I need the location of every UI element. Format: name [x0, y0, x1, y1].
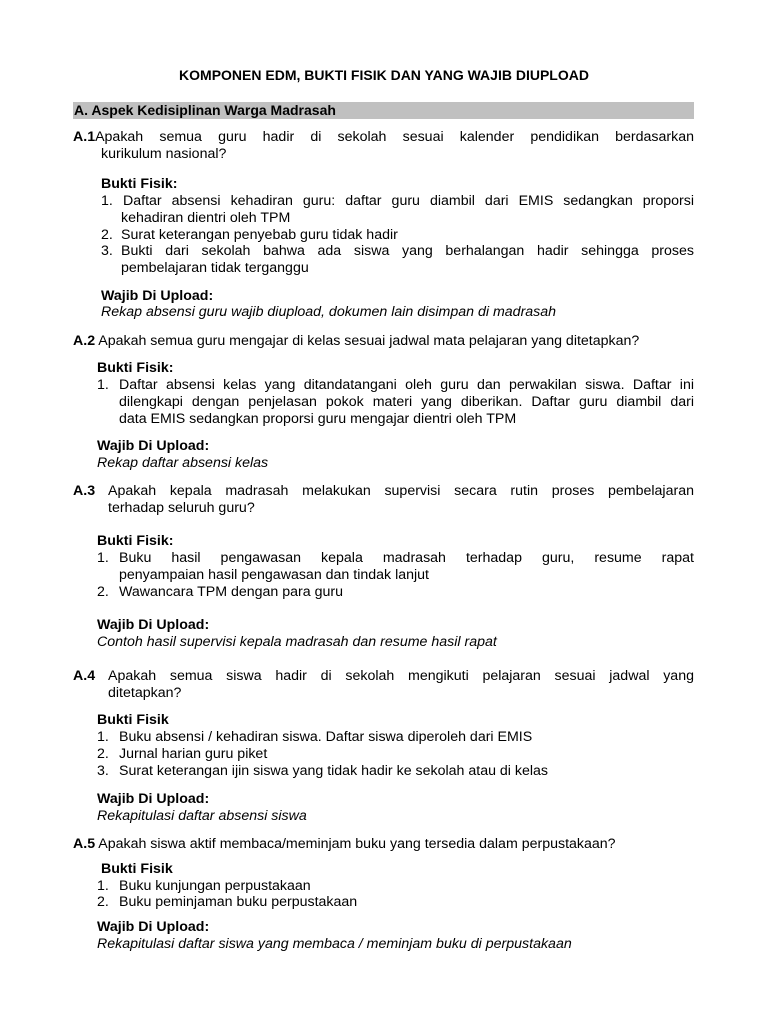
question-text-continued: kurikulum nasional? [101, 146, 227, 162]
wajib-upload-text: Rekap daftar absensi kelas [97, 455, 269, 471]
question-number: A.2 [73, 333, 96, 349]
wajib-upload-text: Contoh hasil supervisi kepala madrasah dan resume hasil rapat [97, 634, 497, 650]
item-text: Buku hasil pengawasan kepala madrasah terhadap guru, resume rapat [119, 550, 694, 566]
wajib-upload-label: Wajib Di Upload: [97, 791, 210, 807]
item-text: Surat keterangan ijin siswa yang tidak hadir ke sekolah atau di kelas [119, 763, 549, 779]
section-header [73, 102, 694, 119]
question-number: A.3 [73, 483, 96, 499]
question-a2 [73, 333, 694, 350]
item-text: Jurnal harian guru piket [119, 746, 268, 762]
item-number: 3. [101, 243, 113, 259]
question-a5 [73, 836, 694, 853]
wajib-upload-label: Wajib Di Upload: [97, 438, 210, 454]
section-header-label: A. Aspek Kedisiplinan Warga Madrasah [74, 102, 336, 118]
item-text: Bukti dari sekolah bahwa ada siswa yang berhalangan hadir sehingga proses [121, 243, 694, 259]
item-number: 1. [101, 193, 113, 209]
bukti-fisik-label: Bukti Fisik [101, 861, 173, 877]
item-text: Buku peminjaman buku perpustakaan [119, 894, 358, 910]
item-text-continued: pembelajaran tidak terganggu [121, 260, 309, 276]
item-number: 2. [101, 227, 113, 243]
question-a4 [73, 668, 694, 685]
item-text: Daftar absensi kehadiran guru: daftar guru diambil dari EMIS sedangkan proporsi [123, 193, 694, 209]
document-title: KOMPONEN EDM, BUKTI FISIK DAN YANG WAJIB DIUPLOAD [179, 67, 589, 83]
question-text-continued: ditetapkan? [108, 685, 182, 701]
item-number: 1. [97, 729, 109, 745]
item-text: Buku kunjungan perpustakaan [119, 878, 311, 894]
item-text: Buku absensi / kehadiran siswa. Daftar siswa diperoleh dari EMIS [119, 729, 533, 745]
item-text-continued: data EMIS sedangkan proporsi guru mengajar dientri oleh TPM [119, 411, 517, 427]
bukti-fisik-label: Bukti Fisik [97, 712, 169, 728]
question-text-continued: terhadap seluruh guru? [108, 500, 255, 516]
item-text: Surat keterangan penyebab guru tidak hadir [121, 227, 398, 243]
item-number: 1. [97, 377, 109, 393]
item-number: 3. [97, 763, 109, 779]
item-text: Wawancara TPM dengan para guru [119, 584, 343, 600]
question-text: Apakah siswa aktif membaca/meminjam buku yang tersedia dalam perpustakaan? [98, 836, 616, 852]
wajib-upload-text: Rekapitulasi daftar siswa yang membaca / meminjam buku di perpustakaan [97, 936, 572, 952]
question-number: A.1 [73, 129, 96, 145]
item-number: 1. [97, 878, 109, 894]
question-number: A.5 [73, 836, 96, 852]
question-a3 [73, 483, 694, 500]
bukti-fisik-label: Bukti Fisik: [97, 533, 174, 549]
question-a1 [73, 129, 694, 146]
item-number: 2. [97, 746, 109, 762]
wajib-upload-text: Rekap absensi guru wajib diupload, dokumen lain disimpan di madrasah [101, 304, 557, 320]
bukti-fisik-label: Bukti Fisik: [101, 176, 178, 192]
wajib-upload-label: Wajib Di Upload: [97, 919, 210, 935]
item-number: 1. [97, 550, 109, 566]
item-number: 2. [97, 894, 109, 910]
question-text: Apakah semua guru hadir di sekolah sesuai kalender pendidikan berdasarkan [95, 129, 694, 145]
wajib-upload-label: Wajib Di Upload: [101, 288, 214, 304]
question-text: Apakah semua siswa hadir di sekolah mengikuti pelajaran sesuai jadwal yang [108, 668, 694, 684]
item-text: Daftar absensi kelas yang ditandatangani oleh guru dan perwakilan siswa. Daftar ini [119, 377, 694, 393]
item-text-continued: dilengkapi dengan penjelasan pokok materi yang diberikan. Daftar guru diambil dari [119, 394, 694, 410]
question-text: Apakah kepala madrasah melakukan supervisi secara rutin proses pembelajaran [108, 483, 694, 499]
question-text: Apakah semua guru mengajar di kelas sesuai jadwal mata pelajaran yang ditetapkan? [98, 333, 640, 349]
bukti-fisik-label: Bukti Fisik: [97, 360, 174, 376]
item-text-continued: penyampaian hasil pengawasan dan tindak lanjut [119, 567, 429, 583]
item-number: 2. [97, 584, 109, 600]
wajib-upload-text: Rekapitulasi daftar absensi siswa [97, 808, 307, 824]
question-number: A.4 [73, 668, 96, 684]
item-text-continued: kehadiran dientri oleh TPM [121, 210, 291, 226]
wajib-upload-label: Wajib Di Upload: [97, 617, 210, 633]
